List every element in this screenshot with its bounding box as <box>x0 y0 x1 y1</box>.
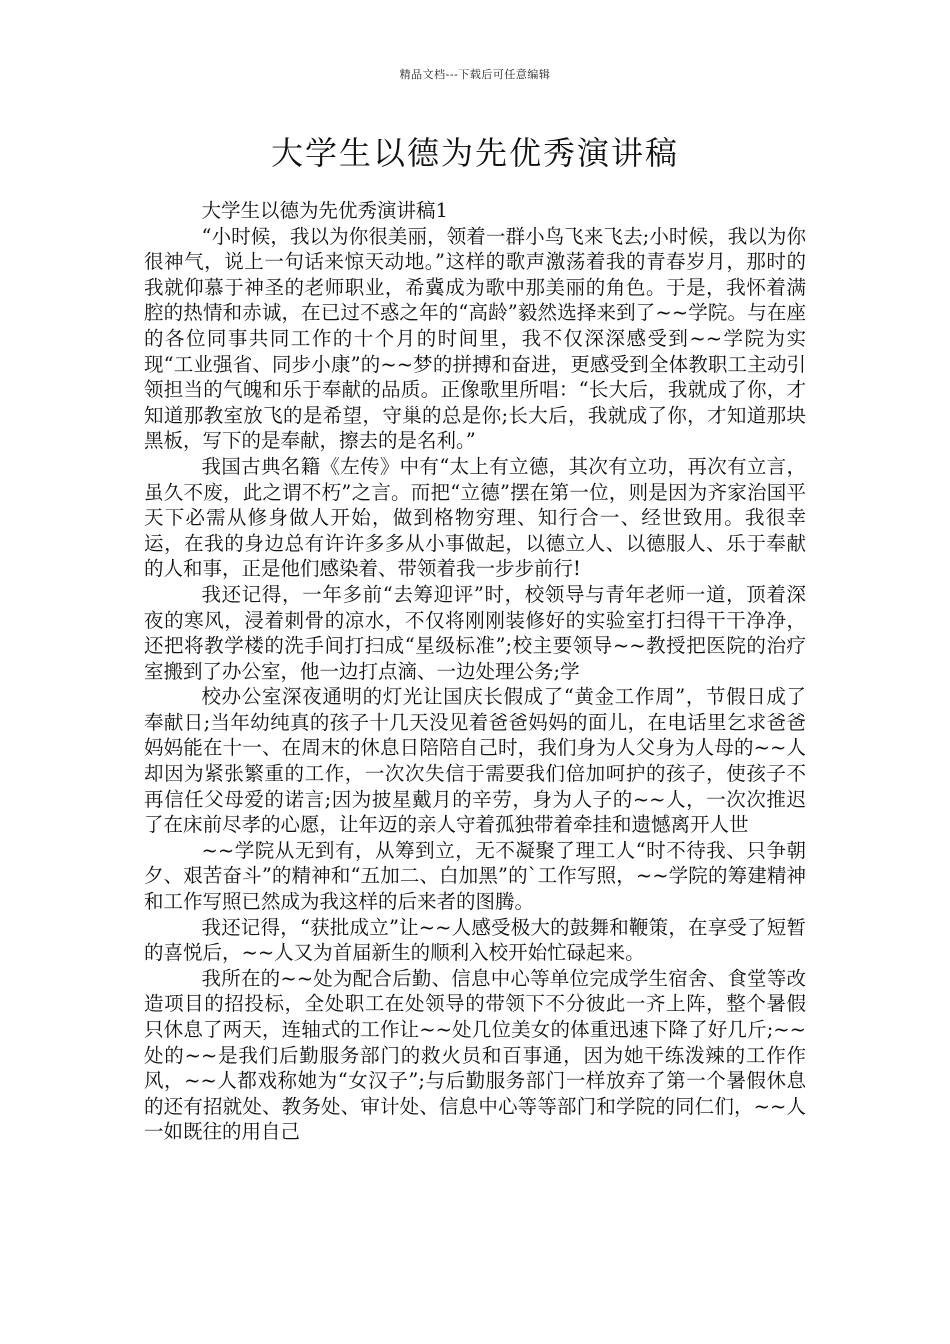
paragraph: ~~学院从无到有，从筹到立，无不凝聚了理工人“时不待我、只争朝夕、艰苦奋斗”的精神和“五加二、白加黑”的`工作写照，~~学院的筹建精神和工作写照已然成为我这样的后来者的图腾。 <box>144 838 806 914</box>
header-note: 精品文档---下载后可任意编辑 <box>399 68 551 81</box>
section-subheading: 大学生以德为先优秀演讲稿1 <box>201 199 448 222</box>
paragraph: 我还记得，一年多前“去筹迎评”时，校领导与青年老师一道，顶着深夜的寒风，浸着刺骨的凉水，不仅将刚刚装修好的实验室打扫得干干净净，还把将教学楼的洗手间打扫成“星级标准”;校主要领导~~教授把医院的治疗室搬到了办公室，他一边打点滴、一边处理公务;学 <box>144 582 806 683</box>
document-body <box>144 198 806 1145</box>
paragraph: 我还记得，“获批成立”让~~人感受极大的鼓舞和鞭策，在享受了短暂的喜悦后，~~人又为首届新生的顺利入校开始忙碌起来。 <box>144 915 806 965</box>
paragraph: 我所在的~~处为配合后勤、信息中心等单位完成学生宿舍、食堂等改造项目的招投标，全处职工在处领导的带领下不分彼此一齐上阵，整个暑假只休息了两天，连轴式的工作让~~处几位美女的体重迅速下降了好几斤;~~处的~~是我们后勤服务部门的救火员和百事通，因为她干练泼辣的工作作风，~~人都戏称她为“女汉子”;与后勤服务部门一样放弃了第一个暑假休息的还有招就处、教务处、审计处、信息中心等等部门和学院的同仁们，~~人一如既往的用自己 <box>144 966 806 1144</box>
paragraph: 校办公室深夜通明的灯光让国庆长假成了“黄金工作周”，节假日成了奉献日;当年幼纯真的孩子十几天没见着爸爸妈妈的面儿，在电话里乞求爸爸妈妈能在十一、在周末的休息日陪陪自己时，我们身为人父身为人母的~~人却因为紧张繁重的工作，一次次失信于需要我们倍加呵护的孩子，使孩子不再信任父母爱的诺言;因为披星戴月的辛劳，身为人子的~~人，一次次推迟了在床前尽孝的心愿，让年迈的亲人守着孤独带着牵挂和遗憾离开人世 <box>144 685 806 837</box>
document-title: 大学生以德为先优秀演讲稿 <box>270 134 679 172</box>
paragraph: “小时候，我以为你很美丽，领着一群小鸟飞来飞去;小时候，我以为你很神气，说上一句话来惊天动地。”这样的歌声激荡着我的青春岁月，那时的我就仰慕于神圣的老师职业，希冀成为歌中那美丽的角色。于是，我怀着满腔的热情和赤诚，在已过不惑之年的“高龄”毅然选择来到了~~学院。与在座的各位同事共同工作的十个月的时间里，我不仅深深感受到~~学院为实现“工业强省、同步小康”的~~梦的拼搏和奋进，更感受到全体教职工主动引领担当的气魄和乐于奉献的品质。正像歌里所唱：“长大后，我就成了你，才知道那教室放飞的是希望，守巢的总是你;长大后，我就成了你，才知道那块黑板，写下的是奉献，擦去的是名利。” <box>144 224 806 453</box>
paragraph: 我国古典名籍《左传》中有“太上有立德，其次有立功，再次有立言，虽久不废，此之谓不朽”之言。而把“立德”摆在第一位，则是因为齐家治国平天下必需从修身做人开始，做到格物穷理、知行合一、经世致用。我很幸运，在我的身边总有许许多多从小事做起，以德立人、以德服人、乐于奉献的人和事，正是他们感染着、带领着我一步步前行! <box>144 454 806 581</box>
